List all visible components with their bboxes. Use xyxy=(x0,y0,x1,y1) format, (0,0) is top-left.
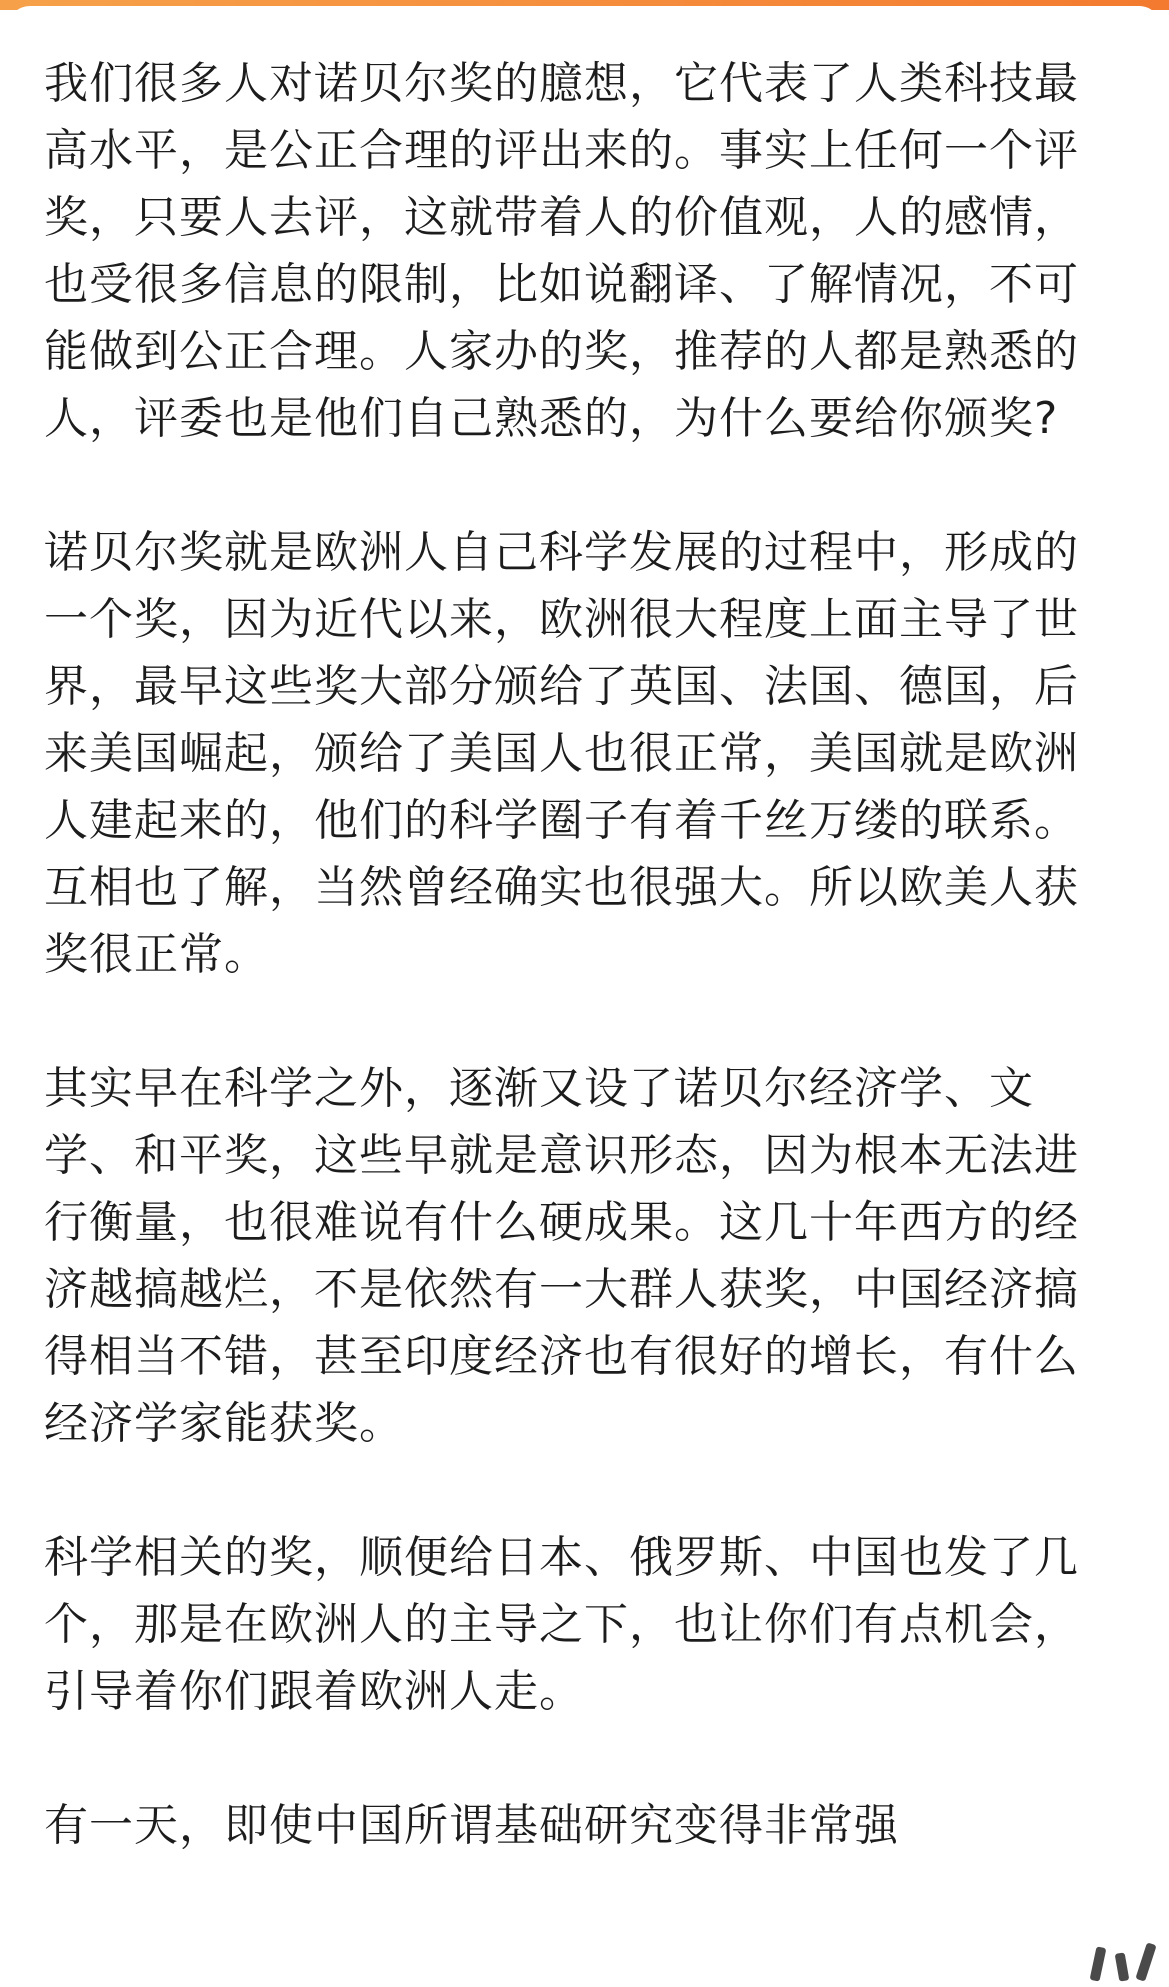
paragraph-4: 科学相关的奖，顺便给日本、俄罗斯、中国也发了几个，那是在欧洲人的主导之下，也让你们有点机会，引导着你们跟着欧洲人走。 xyxy=(44,1532,1079,1717)
watermark-stroke xyxy=(1135,1942,1156,1981)
paragraph-5: 有一天，即使中国所谓基础研究变得非常强 xyxy=(44,1800,899,1851)
paragraph-1: 我们很多人对诺贝尔奖的臆想，它代表了人类科技最高水平，是公正合理的评出来的。事实上任何一个评奖，只要人去评，这就带着人的价值观，人的感情，也受很多信息的限制，比如说翻译、了解情况，不可能做到公正合理。人家办的奖，推荐的人都是熟悉的人，评委也是他们自己熟悉的，为什么要给你颁奖? xyxy=(44,58,1079,444)
paragraph-2: 诺贝尔奖就是欧洲人自己科学发展的过程中，形成的一个奖，因为近代以来，欧洲很大程度上面主导了世界，最早这些奖大部分颁给了英国、法国、德国，后来美国崛起，颁给了美国人也很正常，美国就是欧洲人建起来的，他们的科学圈子有着千丝万缕的联系。互相也了解，当然曾经确实也很强大。所以欧美人获奖很正常。 xyxy=(44,527,1079,980)
watermark-marks xyxy=(1093,1943,1151,1981)
watermark-stroke xyxy=(1115,1952,1130,1981)
article-body xyxy=(44,50,1104,1859)
post-card xyxy=(8,6,1161,1987)
watermark-stroke xyxy=(1090,1946,1107,1981)
paragraph-3: 其实早在科学之外，逐渐又设了诺贝尔经济学、文学、和平奖，这些早就是意识形态，因为根本无法进行衡量，也很难说有什么硬成果。这几十年西方的经济越搞越烂，不是依然有一大群人获奖，中国经济搞得相当不错，甚至印度经济也有很好的增长，有什么经济学家能获奖。 xyxy=(44,1063,1079,1449)
